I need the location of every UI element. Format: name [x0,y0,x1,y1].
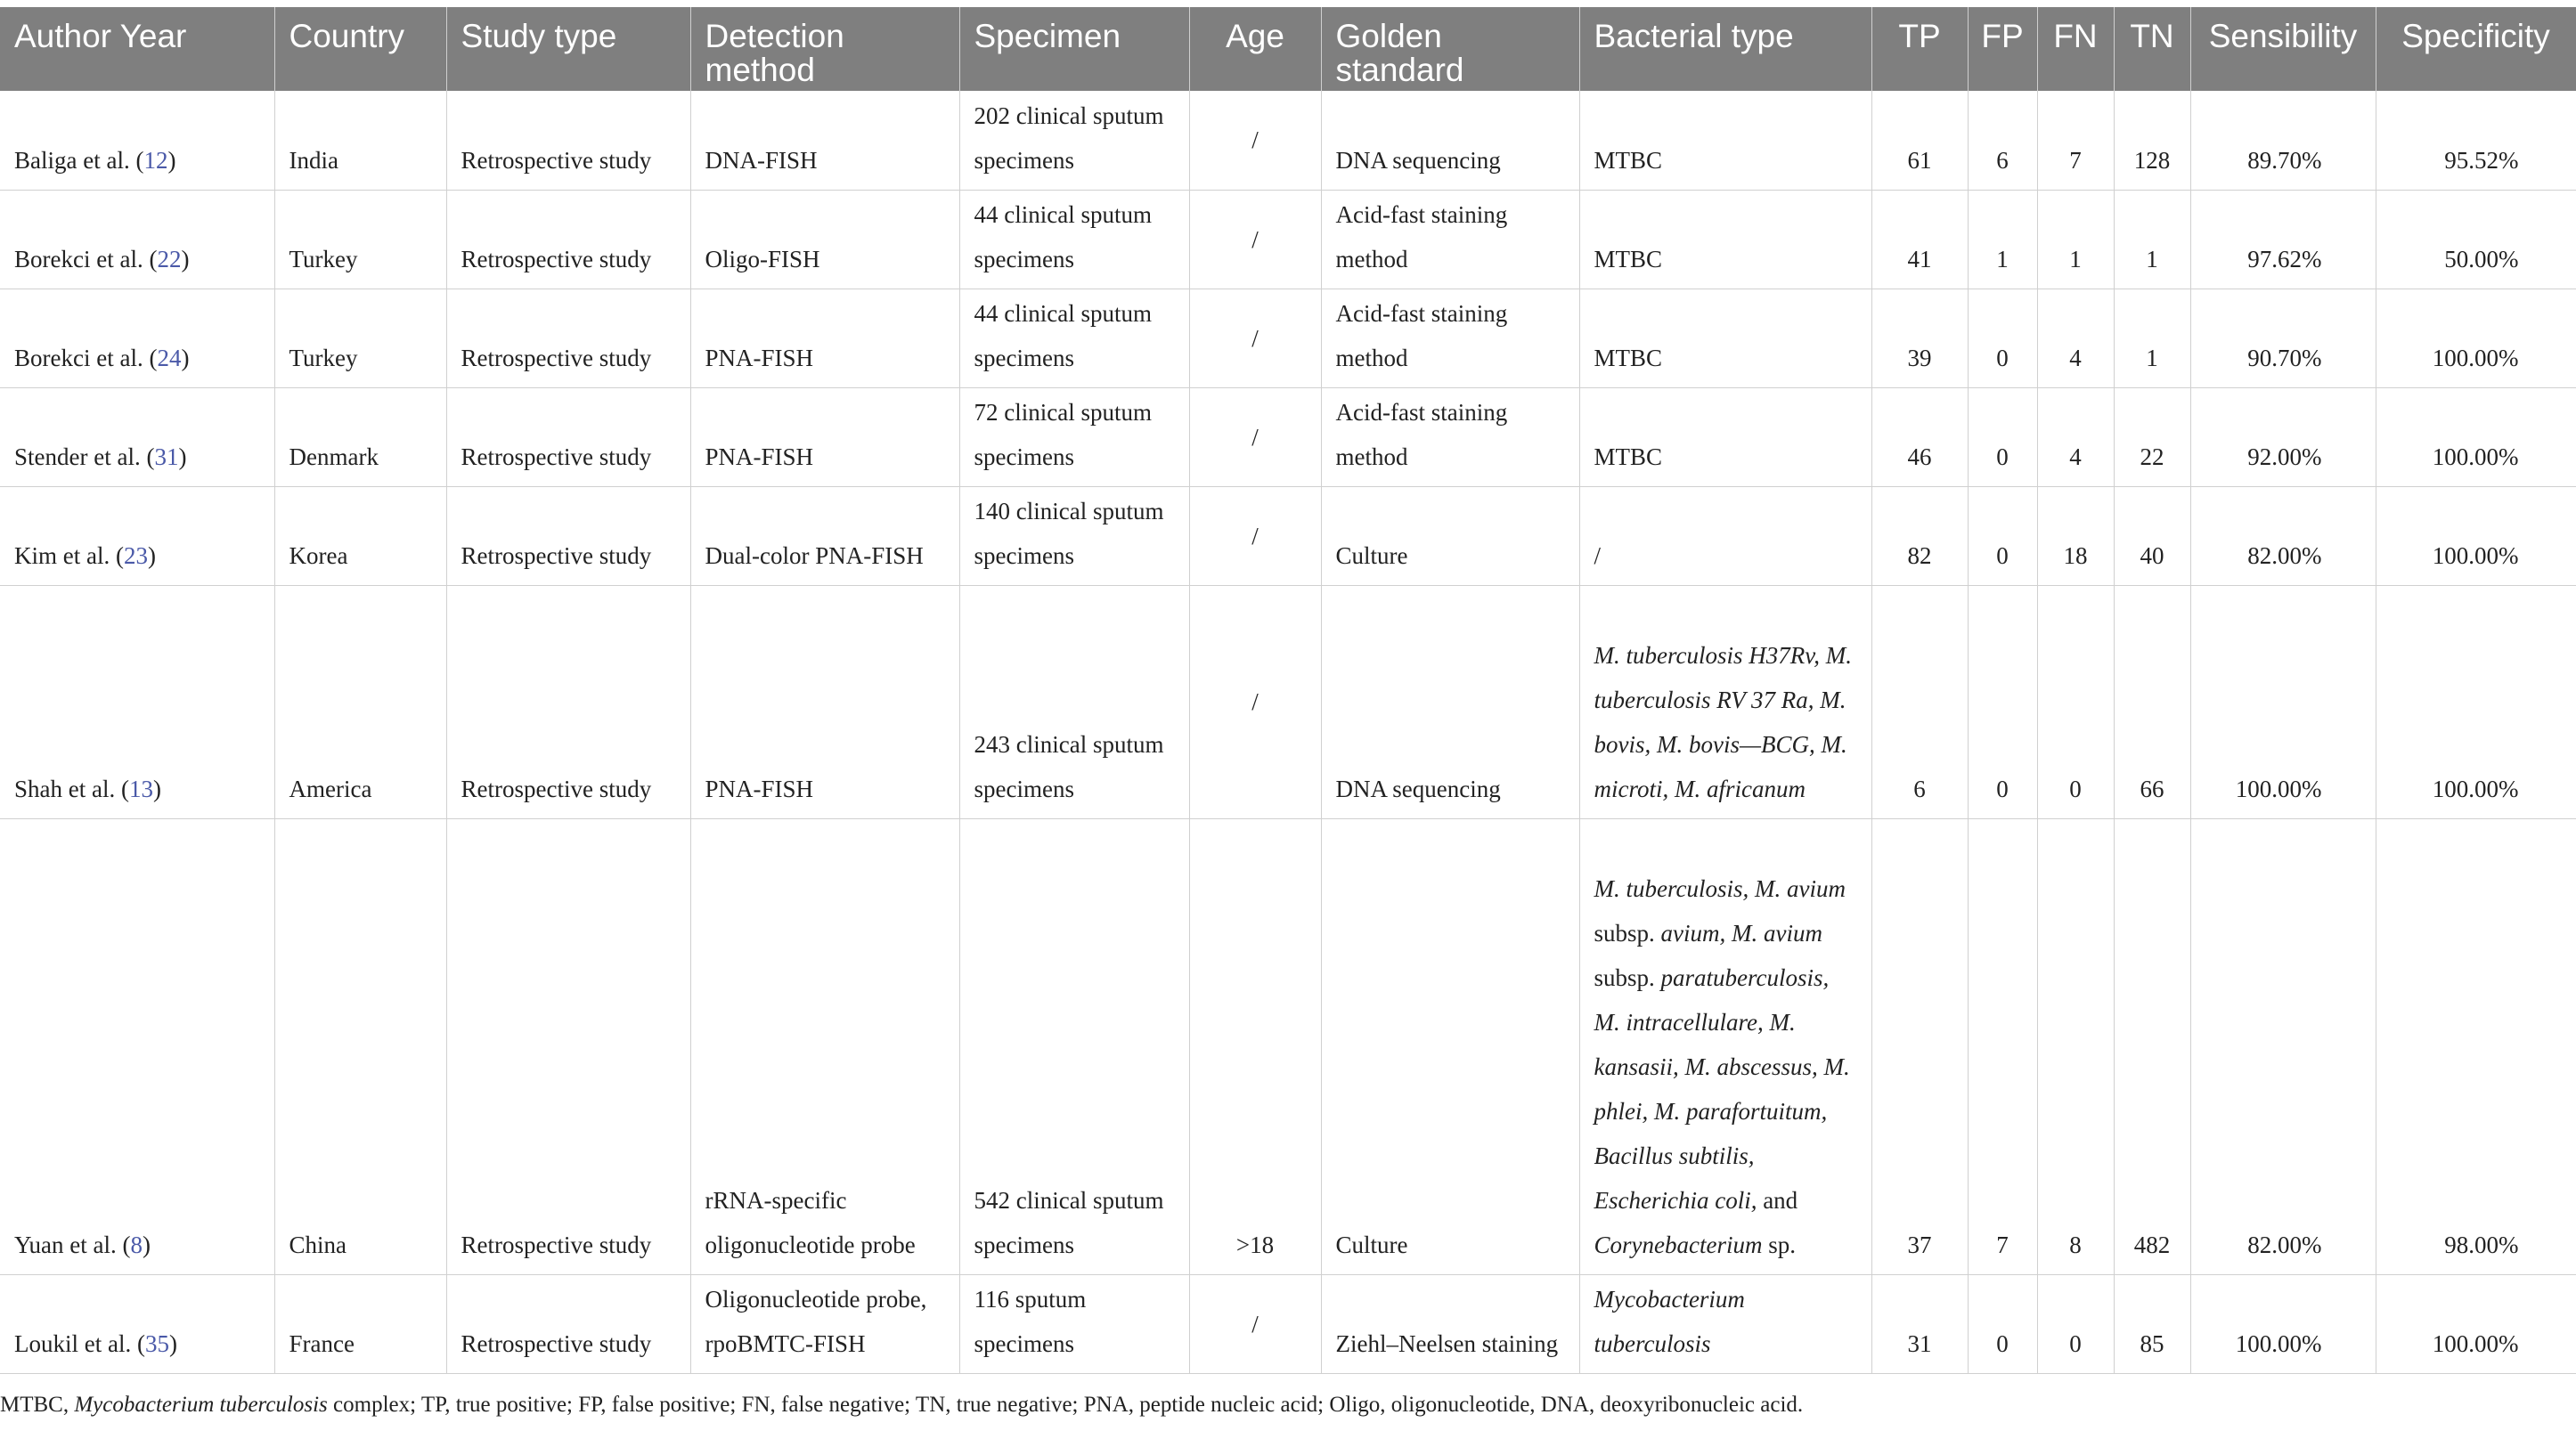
cell-country: Denmark [274,387,446,486]
header-golden-standard: Golden standard [1321,7,1579,91]
cell-study-type: Retrospective study [446,585,690,818]
cell-sensibility: 82.00% [2190,486,2376,585]
cell-specificity: 95.52% [2376,91,2576,190]
table-row [0,486,2576,585]
header-age: Age [1189,7,1321,91]
cell-bacteria [1579,585,1871,818]
cell-author [0,585,274,818]
cell-tn: 66 [2114,585,2190,818]
cell-country: China [274,818,446,1274]
cell-gold-standard: Culture [1321,486,1579,585]
cell-sensibility: 90.70% [2190,289,2376,387]
cell-author [0,387,274,486]
cell-study-type: Retrospective study [446,1274,690,1373]
cell-tp: 31 [1871,1274,1968,1373]
cell-specificity: 98.00% [2376,818,2576,1274]
cell-age: / [1189,486,1321,585]
cell-gold-standard: DNA sequencing [1321,91,1579,190]
cell-fn: 18 [2037,486,2114,585]
cell-specimen: 202 clinical sputum specimens [959,91,1189,190]
header-bacterial-type: Bacterial type [1579,7,1871,91]
cell-tn: 1 [2114,289,2190,387]
cell-sensibility: 100.00% [2190,585,2376,818]
cell-tn: 482 [2114,818,2190,1274]
cell-specimen: 116 sputum specimens [959,1274,1189,1373]
cell-tn: 1 [2114,190,2190,289]
author-close: ) [167,146,176,174]
cell-country: India [274,91,446,190]
cell-fn: 8 [2037,818,2114,1274]
author-text: Baliga et al. ( [14,146,144,174]
cell-age: / [1189,1274,1321,1373]
bacteria-text: sp. [1762,1231,1796,1258]
footnote-rest: complex; TP, true positive; FP, false positive; FN, false negative; TN, true negative; PNA, peptide nucleic acid; Oligo, oligonucleotide, DNA, deoxyribonucleic acid. [327,1393,1804,1417]
table-row [0,387,2576,486]
cell-author [0,289,274,387]
cell-author [0,1274,274,1373]
cell-method: Oligo-FISH [690,190,959,289]
author-close: ) [147,541,156,569]
header-sensibility: Sensibility [2190,7,2376,91]
cell-fn: 0 [2037,585,2114,818]
bacteria-text: M. tuberculosis H37Rv, M. tuberculosis RV 37 Ra, M. bovis, M. bovis—BCG, M. microti, M. africanum [1594,641,1852,802]
cell-country: Turkey [274,289,446,387]
bacteria-text: M. tuberculosis, M. avium [1594,874,1846,902]
cell-method: PNA-FISH [690,585,959,818]
cell-tp: 6 [1871,585,1968,818]
cell-fn: 0 [2037,1274,2114,1373]
table-footnote [0,1393,2576,1418]
reference-link[interactable]: 22 [157,245,182,272]
reference-link[interactable]: 13 [128,775,153,802]
bacteria-text: subsp. [1594,919,1661,947]
cell-gold-standard: Culture [1321,818,1579,1274]
cell-age: / [1189,289,1321,387]
cell-fp: 0 [1968,486,2037,585]
cell-study-type: Retrospective study [446,486,690,585]
cell-tp: 39 [1871,289,1968,387]
header-tn: TN [2114,7,2190,91]
bacteria-text: paratuberculosis, M. intracellulare, M. kansasii, M. abscessus, M. phlei, M. parafortuitum, Bacillus subtilis, Escherichia coli, [1594,963,1850,1214]
cell-author [0,91,274,190]
cell-fn: 7 [2037,91,2114,190]
cell-sensibility: 97.62% [2190,190,2376,289]
footnote-lead: MTBC, [0,1393,75,1417]
cell-method: DNA-FISH [690,91,959,190]
cell-gold-standard: Acid-fast staining method [1321,190,1579,289]
cell-fn: 1 [2037,190,2114,289]
author-close: ) [181,344,190,371]
reference-link[interactable]: 8 [130,1231,143,1258]
author-close: ) [142,1231,151,1258]
header-author-year: Author Year [0,7,274,91]
author-close: ) [181,245,190,272]
bacteria-text: subsp. [1594,963,1661,991]
cell-author [0,818,274,1274]
header-specimen: Specimen [959,7,1189,91]
cell-sensibility: 89.70% [2190,91,2376,190]
cell-age: >18 [1189,818,1321,1274]
cell-sensibility: 82.00% [2190,818,2376,1274]
cell-method: rRNA-specific oligonucleotide probe [690,818,959,1274]
cell-age: / [1189,585,1321,818]
cell-country: Korea [274,486,446,585]
table-row [0,818,2576,1274]
author-text: Loukil et al. ( [14,1329,145,1357]
author-text: Yuan et al. ( [14,1231,131,1258]
table-row [0,91,2576,190]
cell-specimen: 542 clinical sputum specimens [959,818,1189,1274]
table-row [0,1274,2576,1373]
reference-link[interactable]: 35 [144,1329,169,1357]
cell-study-type: Retrospective study [446,190,690,289]
cell-country: France [274,1274,446,1373]
cell-tp: 82 [1871,486,1968,585]
cell-specificity: 100.00% [2376,1274,2576,1373]
reference-link[interactable]: 23 [123,541,148,569]
cell-specimen: 72 clinical sputum specimens [959,387,1189,486]
cell-tp: 41 [1871,190,1968,289]
cell-specimen: 140 clinical sputum specimens [959,486,1189,585]
table-body [0,91,2576,1373]
cell-gold-standard: Acid-fast staining method [1321,289,1579,387]
cell-bacteria: / [1579,486,1871,585]
cell-method: Oligonucleotide probe, rpoBMTC-FISH [690,1274,959,1373]
cell-author [0,486,274,585]
author-text: Stender et al. ( [14,443,155,470]
author-text: Borekci et al. ( [14,245,158,272]
cell-fn: 4 [2037,387,2114,486]
author-close: ) [178,443,187,470]
table-row [0,289,2576,387]
author-close: ) [168,1329,177,1357]
reference-link[interactable]: 12 [143,146,168,174]
reference-link[interactable]: 24 [157,344,182,371]
header-fp: FP [1968,7,2037,91]
header-detection-method: Detection method [690,7,959,91]
cell-study-type: Retrospective study [446,818,690,1274]
cell-bacteria [1579,818,1871,1274]
bacteria-text: Corynebacterium [1594,1231,1763,1258]
cell-fp: 1 [1968,190,2037,289]
cell-specificity: 100.00% [2376,486,2576,585]
cell-gold-standard: DNA sequencing [1321,585,1579,818]
bacteria-text: Mycobacterium tuberculosis [1594,1285,1745,1357]
cell-tn: 22 [2114,387,2190,486]
header-fn: FN [2037,7,2114,91]
cell-bacteria: MTBC [1579,91,1871,190]
cell-specimen: 44 clinical sputum specimens [959,289,1189,387]
cell-fp: 6 [1968,91,2037,190]
cell-fp: 0 [1968,585,2037,818]
cell-tp: 37 [1871,818,1968,1274]
cell-author [0,190,274,289]
footnote-italic: Mycobacterium tuberculosis [74,1393,328,1417]
cell-fp: 0 [1968,289,2037,387]
cell-study-type: Retrospective study [446,289,690,387]
header-row [0,7,2576,91]
author-text: Kim et al. ( [14,541,124,569]
header-specificity: Specificity [2376,7,2576,91]
results-table [0,7,2576,1374]
author-text: Shah et al. ( [14,775,129,802]
cell-method: PNA-FISH [690,289,959,387]
cell-bacteria [1579,1274,1871,1373]
bacteria-text: and [1757,1186,1798,1214]
cell-tn: 85 [2114,1274,2190,1373]
reference-link[interactable]: 31 [154,443,179,470]
cell-age: / [1189,190,1321,289]
cell-tp: 46 [1871,387,1968,486]
cell-gold-standard: Acid-fast staining method [1321,387,1579,486]
cell-fp: 7 [1968,818,2037,1274]
cell-gold-standard: Ziehl–Neelsen staining [1321,1274,1579,1373]
header-tp: TP [1871,7,1968,91]
cell-tn: 40 [2114,486,2190,585]
cell-specimen: 243 clinical sputum specimens [959,585,1189,818]
header-country: Country [274,7,446,91]
cell-bacteria: MTBC [1579,289,1871,387]
cell-bacteria: MTBC [1579,387,1871,486]
cell-study-type: Retrospective study [446,91,690,190]
cell-bacteria: MTBC [1579,190,1871,289]
cell-fp: 0 [1968,387,2037,486]
table-row [0,190,2576,289]
table-container [0,7,2576,1374]
cell-fn: 4 [2037,289,2114,387]
header-study-type: Study type [446,7,690,91]
bacteria-text: avium, M. avium [1660,919,1822,947]
author-text: Borekci et al. ( [14,344,158,371]
cell-tn: 128 [2114,91,2190,190]
cell-specificity: 50.00% [2376,190,2576,289]
cell-specificity: 100.00% [2376,289,2576,387]
cell-country: Turkey [274,190,446,289]
table-header [0,7,2576,91]
cell-method: Dual-color PNA-FISH [690,486,959,585]
cell-study-type: Retrospective study [446,387,690,486]
cell-method: PNA-FISH [690,387,959,486]
table-row [0,585,2576,818]
cell-age: / [1189,91,1321,190]
author-close: ) [152,775,161,802]
cell-sensibility: 92.00% [2190,387,2376,486]
cell-specificity: 100.00% [2376,585,2576,818]
cell-fp: 0 [1968,1274,2037,1373]
cell-specificity: 100.00% [2376,387,2576,486]
cell-specimen: 44 clinical sputum specimens [959,190,1189,289]
cell-tp: 61 [1871,91,1968,190]
cell-sensibility: 100.00% [2190,1274,2376,1373]
cell-age: / [1189,387,1321,486]
cell-country: America [274,585,446,818]
